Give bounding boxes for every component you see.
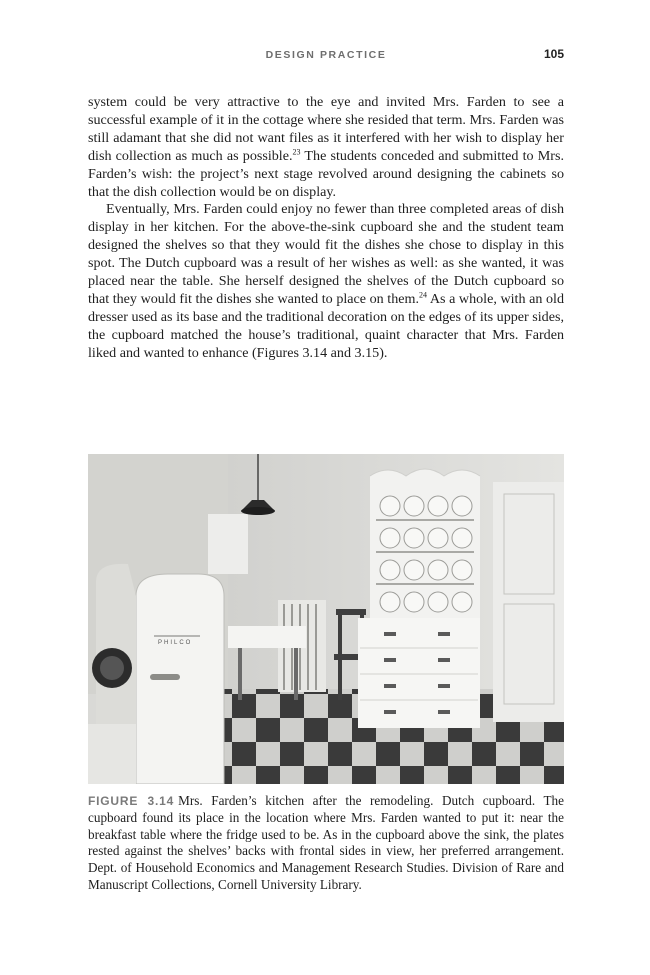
kitchen-photograph bbox=[88, 454, 564, 784]
caption-text: Mrs. Farden’s kitchen after the remodeling. Dutch cupboard. The cupboard found its place in the location where Mrs. Farden wanted to put it: near the breakfast table where the fridge used to be. As in the cupboard above the sink, the plates rested against the shelves’ backs with frontal sides in view, her preferred arrangement. Dept. of Household Economics and Management Research Studies. Division of Rare and Manuscript Collections, Cornell University Library. bbox=[88, 793, 564, 892]
body-text bbox=[88, 94, 564, 363]
paragraph-2-text: Eventually, Mrs. Farden could enjoy no fewer than three completed areas of dish display in her kitchen. For the above-the-sink cupboard she and the student team designed the shelves so that they would fit the dishes she chose to display in this spot. The Dutch cupboard was a result of her wishes as well: as she wanted, it was placed near the table. She herself designed the shelves of the Dutch cupboard so that they would fit the dishes she wanted to place on them. bbox=[88, 201, 564, 307]
page-number: 105 bbox=[543, 47, 564, 61]
figure-label: FIGURE 3.14 bbox=[88, 794, 175, 808]
paragraph-2-text-end: As a whole, with an old dresser used as its base and the traditional decoration on the edges of its upper sides, the cupboard matched the house’s traditional, quaint character that Mrs. Farden liked and wanted to enhance (Figures 3.14 and 3.15). bbox=[88, 290, 564, 361]
figure-caption bbox=[88, 793, 564, 894]
paragraph-1 bbox=[88, 94, 564, 201]
running-head bbox=[88, 47, 564, 65]
fridge-brand-label: PHILCO bbox=[158, 640, 193, 646]
dutch-cupboard bbox=[358, 469, 480, 728]
kitchen-scene bbox=[88, 454, 564, 784]
section-title: DESIGN PRACTICE bbox=[265, 49, 387, 61]
footnote-ref-24: 24 bbox=[419, 290, 428, 300]
paragraph-2 bbox=[88, 201, 564, 362]
paragraph-1-text: system could be very attractive to the eye and invited Mrs. Farden to see a successful example of it in the cottage where she resided that term. Mrs. Farden was still adamant that she did not want files as it interfered with her wish to display her dish collection as much as possible. bbox=[88, 94, 564, 164]
door bbox=[493, 482, 564, 722]
footnote-ref-23: 23 bbox=[292, 147, 301, 157]
paragraph-1-text-end: The students conceded and submitted to Mrs. Farden’s wish: the project’s next stage revolved around designing the cabinets so that the dish collection would be on display. bbox=[88, 147, 564, 200]
